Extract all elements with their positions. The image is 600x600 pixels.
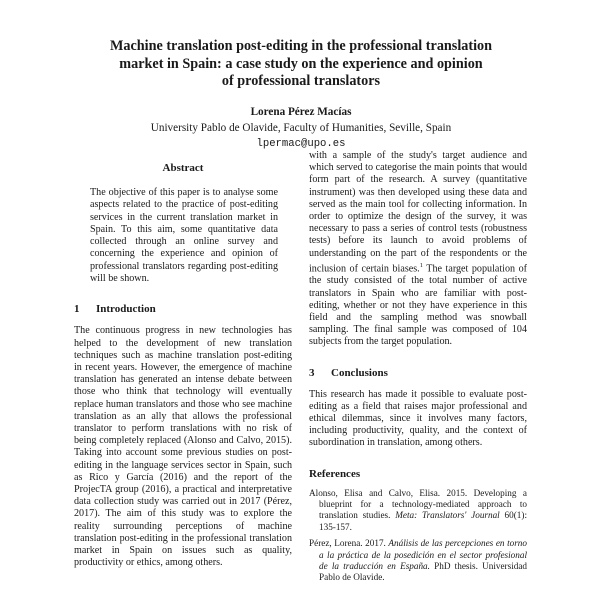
reference-item [309, 488, 527, 534]
footnote-marker[interactable]: 1 [419, 261, 423, 269]
reference-authors: Pérez, Lorena. 2017. [309, 538, 389, 549]
method-text-part-1: with a sample of the study's target audience and which served to categorise the main points that would form part of the research. A survey (quantitative instrument) was then developed using these data and served as the main tool for collecting information. In order to optimize the design of the survey, it was necessary to pass a series of control tests (robustness tests) before its launch to avoid problems of understanding on the part of the respondents or the inclusion of certain biases. [309, 150, 527, 275]
reference-title: Análisis de las percepciones en torno a la práctica de la posedición en el sector profesional de la traducción en España. [319, 538, 527, 572]
title-line-3: of professional translators [221, 73, 381, 89]
method-text-part-2: The target population of the study consisted of the total number of active translators in Spain who are familiar with post-editing, whether or not they have experience in this field and the sampling method was snowball sampling. The final sample was composed of 104 subjects from the target population. [309, 263, 528, 348]
section-number: 3 [309, 366, 315, 379]
section-heading-conclusions [309, 367, 527, 379]
section-title: Conclusions [331, 366, 388, 379]
reference-journal: Meta: Translators' Journal [395, 510, 500, 521]
reference-publisher: PhD thesis. Universidad Pablo de Olavide. [319, 561, 528, 583]
title-line-2: market in Spain: a case study on the experience and opinion [119, 55, 483, 72]
reference-volume: 60(1): 135-157. [319, 510, 527, 532]
author-affiliation: University Pablo de Olavide, Faculty of Humanities, Seville, Spain [150, 122, 452, 134]
left-column [74, 160, 292, 569]
author-name: Lorena Pérez Macías [250, 106, 352, 118]
conclusions-text: This research has made it possible to evaluate post-editing as a field that raises major professional and ethical dilemmas, since it involves many factors, including productivity, quality, and the context of subordination in translation, among others. [309, 388, 527, 449]
introduction-text: The continuous progress in new technologies has helped to the development of new translation techniques such as machine translation post-editing in recent years. However, the emergence of machine translation has generated an intense debate between those who think that technology will eventually replace human translators and those who see machine translation as an ally that allows the professional translator to perform translations with no risk of being completely replaced (Alonso and Calvo, 2015). Taking into account some previous studies on post-editing in the language services sector in Spain, such as Rico y García (2016) and the report of the ProjecTA group (2016), a practical and interpretative data collection study was carried out in 2017 (Pérez, 2017). The aim of this study was to explore the reality surrounding perceptions of machine translation post-editing in the professional translation market in Spain on issues such as quality, productivity or ethics, among others. [74, 325, 292, 569]
abstract-text: The objective of this paper is to analyse some aspects related to the practice of post-editing services in the current translation market in Spain. To this aim, some quantitative data collected through an online survey and concerning the experience and opinion of professional translators regarding post-editing will be shown. [90, 187, 278, 285]
abstract-heading: Abstract [162, 162, 204, 174]
section-title: Introduction [96, 303, 156, 316]
reference-item [309, 538, 527, 584]
right-column [309, 150, 527, 589]
section-number: 1 [74, 303, 80, 316]
references-heading: References [309, 467, 361, 480]
method-continuation-text [309, 150, 527, 349]
author-email[interactable]: lpermac@upo.es [256, 138, 346, 150]
title-line-1: Machine translation post-editing in the professional translation [109, 38, 493, 54]
paper-title [70, 38, 532, 91]
section-heading-introduction [74, 303, 292, 315]
reference-authors-title: Alonso, Elisa and Calvo, Elisa. 2015. Developing a blueprint for a technology-mediated approach to translation studies. [309, 487, 527, 521]
